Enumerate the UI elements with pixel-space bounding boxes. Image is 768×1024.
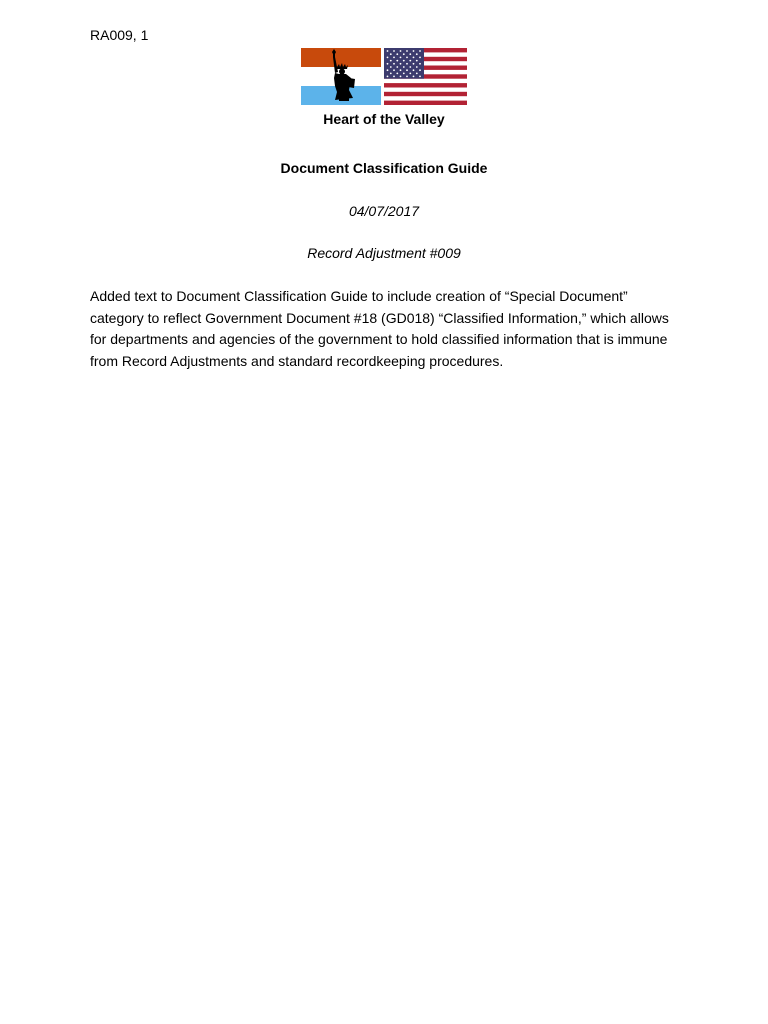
record-adjustment-number: Record Adjustment #009 (307, 245, 461, 261)
flag-logo (301, 48, 467, 105)
page-reference: RA009, 1 (90, 27, 149, 43)
document-date: 04/07/2017 (348, 203, 420, 219)
liberty-flag-icon (301, 48, 381, 105)
document-title: Document Classification Guide (280, 160, 488, 176)
body-paragraph: Added text to Document Classification Guide to include creation of “Special Document” category to reflect Government Document #18 (GD018) “Classified Information,” which allows for departments and agencies of the government to hold classified information that is immune from Record Adjustments and standard recordkeeping procedures. (90, 288, 669, 369)
organization-name: Heart of the Valley (323, 111, 445, 127)
us-flag-icon (384, 48, 467, 105)
